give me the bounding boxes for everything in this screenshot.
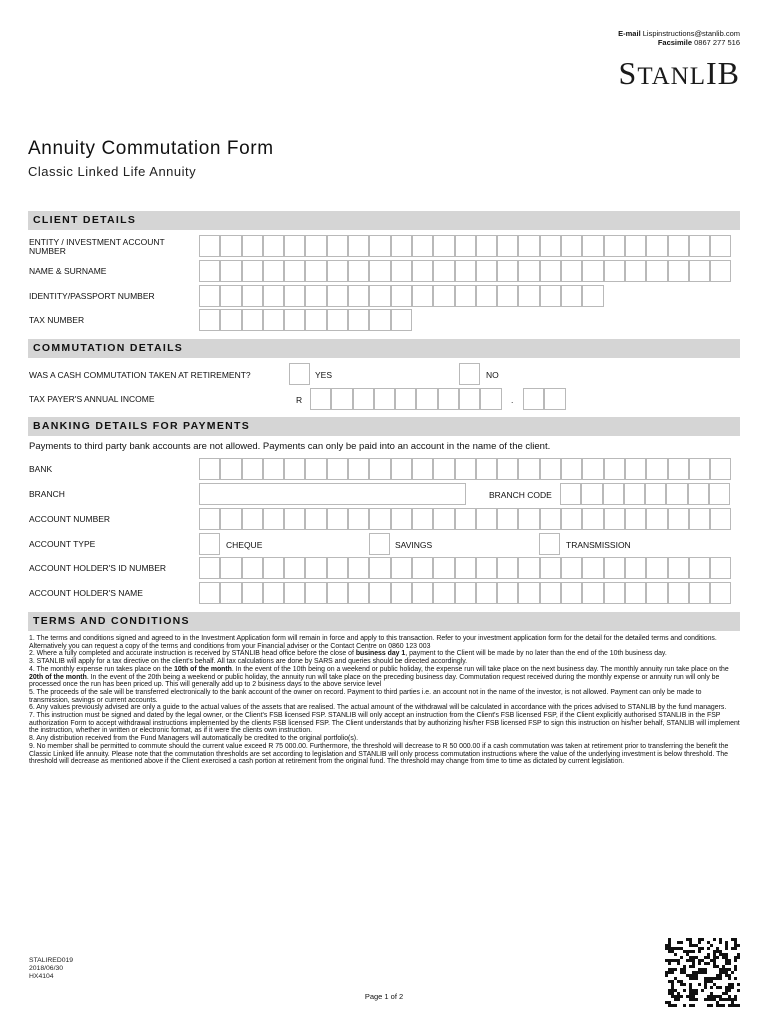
char-box[interactable] — [327, 309, 348, 331]
char-box[interactable] — [220, 458, 241, 480]
char-box[interactable] — [604, 235, 625, 257]
char-box[interactable] — [263, 582, 284, 604]
yes-checkbox[interactable] — [289, 363, 310, 385]
char-box[interactable] — [560, 483, 581, 505]
char-box[interactable] — [242, 285, 263, 307]
char-box[interactable] — [433, 582, 454, 604]
char-box[interactable] — [710, 235, 731, 257]
char-box[interactable] — [518, 260, 539, 282]
char-box[interactable] — [412, 582, 433, 604]
third-party-note: Payments to third party bank accounts are not allowed. Payments can only be paid into an account in the name of the client. — [29, 441, 551, 452]
char-box[interactable] — [220, 260, 241, 282]
char-box[interactable] — [625, 235, 646, 257]
tax-number-input[interactable] — [199, 309, 412, 331]
char-box[interactable] — [348, 582, 369, 604]
branch-input[interactable] — [199, 483, 466, 505]
char-box[interactable] — [540, 508, 561, 530]
char-box[interactable] — [391, 309, 412, 331]
char-box[interactable] — [624, 483, 645, 505]
holder-id-label: ACCOUNT HOLDER'S ID NUMBER — [29, 563, 167, 573]
terms-heading: TERMS AND CONDITIONS — [28, 612, 740, 631]
char-box[interactable] — [353, 388, 374, 410]
char-box[interactable] — [391, 235, 412, 257]
char-box[interactable] — [395, 388, 416, 410]
char-box[interactable] — [199, 508, 220, 530]
char-box[interactable] — [416, 388, 437, 410]
annual-income-input[interactable] — [310, 388, 502, 410]
char-box[interactable] — [348, 458, 369, 480]
char-box[interactable] — [625, 260, 646, 282]
char-box[interactable] — [284, 285, 305, 307]
char-box[interactable] — [220, 235, 241, 257]
char-box[interactable] — [369, 260, 390, 282]
char-box[interactable] — [374, 388, 395, 410]
char-box[interactable] — [582, 458, 603, 480]
char-box[interactable] — [263, 235, 284, 257]
currency-symbol: R — [296, 395, 303, 405]
char-box[interactable] — [668, 260, 689, 282]
char-box[interactable] — [476, 458, 497, 480]
char-box[interactable] — [625, 557, 646, 579]
char-box[interactable] — [455, 508, 476, 530]
term-7: 7. This instruction must be signed and dated by the legal owner, or the Client's FSB licensed FSP. STANLIB will only accept an instruction from the Client's FSB licensed FSP, if the Client explicitly authorised STANLIB in the FSP authorization Form to accept withdrawal instructions implemented by the clients FSB licensed FSP. The Client understands that by authorizing his/her FSB licensed FSP to sign this instruction on his/her behalf, STANLIB will implement the instruction, whether in written or electronic format, as if it were the clients own instruction. — [29, 712, 740, 735]
char-box[interactable] — [497, 235, 518, 257]
char-box[interactable] — [369, 458, 390, 480]
char-box[interactable] — [391, 582, 412, 604]
char-box[interactable] — [518, 557, 539, 579]
account-number-input[interactable] — [199, 508, 731, 530]
branch-code-input[interactable] — [560, 483, 730, 505]
char-box[interactable] — [305, 309, 326, 331]
char-box[interactable] — [625, 508, 646, 530]
char-box[interactable] — [305, 458, 326, 480]
char-box[interactable] — [433, 285, 454, 307]
char-box[interactable] — [412, 508, 433, 530]
char-box[interactable] — [646, 235, 667, 257]
char-box[interactable] — [518, 508, 539, 530]
char-box[interactable] — [540, 235, 561, 257]
char-box[interactable] — [242, 458, 263, 480]
char-box[interactable] — [284, 557, 305, 579]
char-box[interactable] — [305, 582, 326, 604]
char-box[interactable] — [220, 582, 241, 604]
term-6: 6. Any values previously advised are only a guide to the actual values of the assets that are realised. The actual amount of the withdrawal will be calculated in accordance with the prices advised to STANLIB by the fund managers. — [29, 704, 727, 712]
char-box[interactable] — [581, 483, 602, 505]
contact-info — [618, 29, 740, 47]
char-box[interactable] — [263, 260, 284, 282]
savings-label: SAVINGS — [395, 540, 433, 550]
char-box[interactable] — [459, 388, 480, 410]
char-box[interactable] — [455, 260, 476, 282]
char-box[interactable] — [561, 458, 582, 480]
char-box[interactable] — [327, 508, 348, 530]
term-3: 3. STANLIB will apply for a tax directive on the client's behalf. All tax calculations are done by SARS and queries should be directed accordingly. — [29, 658, 468, 666]
char-box[interactable] — [689, 260, 710, 282]
term-1: 1. The terms and conditions signed and agreed to in the Investment Application form will remain in force and apply to this transaction. Refer to your investment application form for the detail for the detailed terms and conditions. Alternatively you can request a copy of the terms and conditions from your Financial adviser or the Contact Centre on 0860 123 003 — [29, 635, 717, 650]
char-box[interactable] — [327, 557, 348, 579]
char-box[interactable] — [561, 508, 582, 530]
char-box[interactable] — [391, 260, 412, 282]
char-box[interactable] — [327, 235, 348, 257]
char-box[interactable] — [476, 557, 497, 579]
char-box[interactable] — [666, 483, 687, 505]
char-box[interactable] — [646, 557, 667, 579]
char-box[interactable] — [625, 458, 646, 480]
char-box[interactable] — [348, 260, 369, 282]
char-box[interactable] — [604, 260, 625, 282]
char-box[interactable] — [710, 557, 731, 579]
id-passport-label: IDENTITY/PASSPORT NUMBER — [29, 291, 155, 301]
char-box[interactable] — [689, 557, 710, 579]
char-box[interactable] — [689, 508, 710, 530]
char-box[interactable] — [497, 508, 518, 530]
char-box[interactable] — [645, 483, 666, 505]
term-5: 5. The proceeds of the sale will be transferred electronically to the bank account of the owner on record. Payment to third parties i.e. an account not in the name of the investor, is not allowed. Payment can only be made to transmission, savings or current accounts. — [29, 688, 702, 704]
char-box[interactable] — [263, 557, 284, 579]
char-box[interactable] — [284, 309, 305, 331]
char-box[interactable] — [544, 388, 565, 410]
char-box[interactable] — [625, 582, 646, 604]
char-box[interactable] — [369, 582, 390, 604]
char-box[interactable] — [497, 557, 518, 579]
account-number-label: ACCOUNT NUMBER — [29, 514, 111, 524]
char-box[interactable] — [199, 582, 220, 604]
annual-income-cents-input[interactable] — [523, 388, 566, 410]
char-box[interactable] — [476, 235, 497, 257]
char-box[interactable] — [242, 508, 263, 530]
char-box[interactable] — [199, 285, 220, 307]
char-box[interactable] — [242, 557, 263, 579]
char-box[interactable] — [582, 235, 603, 257]
char-box[interactable] — [497, 582, 518, 604]
char-box[interactable] — [242, 309, 263, 331]
char-box[interactable] — [561, 557, 582, 579]
commutation-details-heading: COMMUTATION DETAILS — [28, 339, 740, 358]
char-box[interactable] — [391, 508, 412, 530]
term-9: 9. No member shall be permitted to commute should the current value exceed R 75 000.00. Furthermore, the threshold will decrease to R 50 000.00 if a cash commutation was taken at retirement prior to transferring the benefit the Classic Linked life annuity. Please note that the commutation thresholds are set according to legislation and STANLIB will only process commutation instructions where the value of the underlying investment is below threshold. The threshold will decrease as mentioned above if the Client exercised a cash portion at retirement from the original fund. The threshold may change from time to time as dictated by current legislation. — [29, 742, 729, 766]
char-box[interactable] — [668, 582, 689, 604]
char-box[interactable] — [582, 260, 603, 282]
char-box[interactable] — [327, 260, 348, 282]
name-surname-input[interactable] — [199, 260, 731, 282]
char-box[interactable] — [220, 285, 241, 307]
tax-number-label: TAX NUMBER — [29, 315, 85, 325]
entity-account-input[interactable] — [199, 235, 731, 257]
char-box[interactable] — [540, 458, 561, 480]
char-box[interactable] — [710, 458, 731, 480]
char-box[interactable] — [263, 458, 284, 480]
char-box[interactable] — [391, 458, 412, 480]
no-checkbox[interactable] — [459, 363, 480, 385]
branch-code-label: BRANCH CODE — [489, 490, 552, 500]
char-box[interactable] — [242, 235, 263, 257]
form-subtitle: Classic Linked Life Annuity — [28, 164, 197, 179]
char-box[interactable] — [199, 458, 220, 480]
char-box[interactable] — [518, 235, 539, 257]
char-box[interactable] — [561, 235, 582, 257]
char-box[interactable] — [476, 508, 497, 530]
email-label: E-mail — [618, 29, 641, 38]
qr-code-icon — [665, 938, 740, 1008]
char-box[interactable] — [433, 260, 454, 282]
form-code: STALIRED019 — [29, 957, 74, 964]
char-box[interactable] — [305, 260, 326, 282]
char-box[interactable] — [199, 309, 220, 331]
char-box[interactable] — [582, 557, 603, 579]
char-box[interactable] — [518, 458, 539, 480]
char-box[interactable] — [284, 582, 305, 604]
holder-name-label: ACCOUNT HOLDER'S NAME — [29, 588, 143, 598]
char-box[interactable] — [199, 557, 220, 579]
bank-input[interactable] — [199, 458, 731, 480]
char-box[interactable] — [497, 260, 518, 282]
char-box[interactable] — [391, 285, 412, 307]
entity-account-label: ENTITY / INVESTMENT ACCOUNT NUMBER — [29, 237, 165, 256]
char-box[interactable] — [582, 582, 603, 604]
savings-checkbox[interactable] — [369, 533, 390, 555]
char-box[interactable] — [476, 260, 497, 282]
fax-value: 0867 277 516 — [694, 38, 740, 47]
char-box[interactable] — [242, 582, 263, 604]
stanlib-logo: STANLIB — [618, 55, 740, 91]
char-box[interactable] — [305, 235, 326, 257]
char-box[interactable] — [348, 309, 369, 331]
char-box[interactable] — [455, 458, 476, 480]
char-box[interactable] — [433, 458, 454, 480]
cheque-label: CHEQUE — [226, 540, 263, 550]
form-ref: HX4104 — [29, 973, 54, 980]
char-box[interactable] — [305, 508, 326, 530]
char-box[interactable] — [540, 285, 561, 307]
char-box[interactable] — [327, 458, 348, 480]
char-box[interactable] — [497, 285, 518, 307]
char-box[interactable] — [348, 285, 369, 307]
char-box[interactable] — [242, 260, 263, 282]
char-box[interactable] — [348, 235, 369, 257]
char-box[interactable] — [561, 260, 582, 282]
char-box[interactable] — [348, 508, 369, 530]
char-box[interactable] — [604, 458, 625, 480]
char-box[interactable] — [540, 260, 561, 282]
char-box[interactable] — [433, 557, 454, 579]
char-box[interactable] — [284, 260, 305, 282]
char-box[interactable] — [561, 285, 582, 307]
char-box[interactable] — [305, 557, 326, 579]
form-date: 2018/06/30 — [29, 965, 64, 972]
char-box[interactable] — [455, 557, 476, 579]
char-box[interactable] — [518, 582, 539, 604]
page-number: Page 1 of 2 — [364, 992, 404, 1001]
char-box[interactable] — [369, 557, 390, 579]
cash-commutation-question: WAS A CASH COMMUTATION TAKEN AT RETIREMENT? — [29, 370, 251, 380]
char-box[interactable] — [497, 458, 518, 480]
char-box[interactable] — [263, 309, 284, 331]
char-box[interactable] — [688, 483, 709, 505]
char-box[interactable] — [709, 483, 730, 505]
banking-details-heading: BANKING DETAILS FOR PAYMENTS — [28, 417, 740, 436]
char-box[interactable] — [540, 557, 561, 579]
char-box[interactable] — [433, 235, 454, 257]
no-label: NO — [486, 370, 499, 380]
transmission-checkbox[interactable] — [539, 533, 560, 555]
char-box[interactable] — [604, 508, 625, 530]
id-passport-input[interactable] — [199, 285, 604, 307]
char-box[interactable] — [263, 508, 284, 530]
char-box[interactable] — [310, 388, 331, 410]
char-box[interactable] — [523, 388, 544, 410]
char-box[interactable] — [369, 508, 390, 530]
term-8: 8. Any distribution received from the Fund Managers will automatically be credited to the original portfolio(s). — [29, 735, 358, 743]
char-box[interactable] — [331, 388, 352, 410]
char-box[interactable] — [710, 508, 731, 530]
char-box[interactable] — [646, 458, 667, 480]
char-box[interactable] — [412, 260, 433, 282]
term-2: 2. Where a fully completed and accurate instruction is received by STANLIB head office before the close of business day 1, payment to the Client will be made by no later than the end of the 10th business day. — [29, 650, 667, 658]
yes-label: YES — [315, 370, 333, 380]
char-box[interactable] — [689, 235, 710, 257]
char-box[interactable] — [540, 582, 561, 604]
bank-label: BANK — [29, 464, 53, 474]
char-box[interactable] — [284, 508, 305, 530]
terms-text — [29, 635, 741, 766]
char-box[interactable] — [646, 260, 667, 282]
char-box[interactable] — [455, 285, 476, 307]
char-box[interactable] — [455, 235, 476, 257]
char-box[interactable] — [646, 582, 667, 604]
char-box[interactable] — [561, 582, 582, 604]
char-box[interactable] — [327, 582, 348, 604]
branch-label: BRANCH — [29, 489, 65, 499]
annual-income-label: TAX PAYER'S ANNUAL INCOME — [29, 394, 155, 404]
char-box[interactable] — [263, 285, 284, 307]
char-box[interactable] — [220, 309, 241, 331]
char-box[interactable] — [518, 285, 539, 307]
char-box[interactable] — [412, 235, 433, 257]
char-box[interactable] — [412, 285, 433, 307]
char-box[interactable] — [284, 458, 305, 480]
char-box[interactable] — [689, 458, 710, 480]
char-box[interactable] — [199, 260, 220, 282]
char-box[interactable] — [220, 557, 241, 579]
char-box[interactable] — [348, 557, 369, 579]
char-box[interactable] — [327, 285, 348, 307]
char-box[interactable] — [668, 557, 689, 579]
term-4: 4. The monthly expense run takes place on the 10th of the month. In the event of the 10th being on a weekend or public holiday, the expense run will take place on the next business day. The monthly annuity run take place on the 20th of the month. In the event of the 20th being a weekend or public holiday, the annuity run will take place on the preceding business day. Commutation request received during the monthly expense or annuity run will only be processed once the run has been priced up. This will generally add up to 2 business days to the above service level — [29, 665, 729, 689]
holder-id-input[interactable] — [199, 557, 731, 579]
char-box[interactable] — [710, 260, 731, 282]
name-surname-label: NAME & SURNAME — [29, 266, 107, 276]
char-box[interactable] — [412, 458, 433, 480]
char-box[interactable] — [476, 582, 497, 604]
char-box[interactable] — [369, 309, 390, 331]
char-box[interactable] — [668, 235, 689, 257]
char-box[interactable] — [603, 483, 624, 505]
char-box[interactable] — [668, 508, 689, 530]
char-box[interactable] — [455, 582, 476, 604]
char-box[interactable] — [604, 557, 625, 579]
char-box[interactable] — [582, 285, 603, 307]
char-box[interactable] — [433, 508, 454, 530]
char-box[interactable] — [476, 285, 497, 307]
char-box[interactable] — [391, 557, 412, 579]
char-box[interactable] — [438, 388, 459, 410]
holder-name-input[interactable] — [199, 582, 731, 604]
char-box[interactable] — [412, 557, 433, 579]
char-box[interactable] — [220, 508, 241, 530]
cheque-checkbox[interactable] — [199, 533, 220, 555]
char-box[interactable] — [646, 508, 667, 530]
char-box[interactable] — [305, 285, 326, 307]
form-title: Annuity Commutation Form — [28, 138, 274, 159]
email-value[interactable]: Lispinstructions@stanlib.com — [642, 29, 740, 38]
char-box[interactable] — [582, 508, 603, 530]
char-box[interactable] — [199, 235, 220, 257]
footer-codes — [29, 957, 73, 981]
fax-label: Facsimile — [657, 38, 693, 47]
decimal-point: . — [511, 395, 514, 405]
char-box[interactable] — [689, 582, 710, 604]
client-details-heading: CLIENT DETAILS — [28, 211, 740, 230]
transmission-label: TRANSMISSION — [566, 540, 631, 550]
char-box[interactable] — [369, 235, 390, 257]
char-box[interactable] — [710, 582, 731, 604]
char-box[interactable] — [668, 458, 689, 480]
char-box[interactable] — [480, 388, 501, 410]
char-box[interactable] — [604, 582, 625, 604]
char-box[interactable] — [284, 235, 305, 257]
account-type-label: ACCOUNT TYPE — [29, 539, 96, 549]
char-box[interactable] — [369, 285, 390, 307]
